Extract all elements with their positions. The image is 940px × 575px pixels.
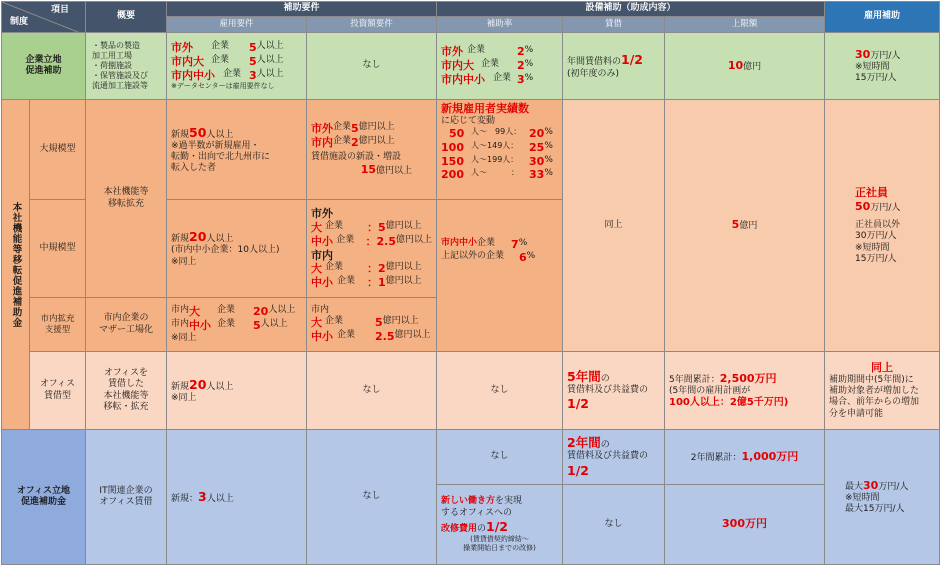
- header-koumoku: 項目: [50, 5, 69, 15]
- label-medium: 中規模型: [30, 200, 86, 298]
- header-chinshaku: 賃借: [563, 17, 665, 33]
- jougen-honsha: 5億円: [665, 100, 825, 352]
- header-seido: 制度: [10, 16, 29, 27]
- koyou-large: 新規50人以上 ※過半数が新規雇用・ 転勤・出向で北九州市に 転入した者: [167, 100, 307, 200]
- header-hojo-youken: 補助要件: [167, 2, 437, 17]
- ritsu-line: 市外 企業 2 %: [441, 45, 534, 59]
- koyou-kigyou-ritchi: [167, 33, 307, 100]
- label-shinai: 市内拡充 支援型: [30, 298, 86, 352]
- koyou-line: 市外 企業 5 人以上: [171, 41, 284, 54]
- koyou-hojo-kigyou-ritchi: 30万円/人 ※短時間 15万円/人: [825, 33, 940, 100]
- koyou-line: 市内中小 企業 3 人以上: [171, 68, 284, 82]
- header-corner: [2, 2, 86, 33]
- koyou-shinai: 市内 大 企業 20 人以上 市内 中小 企業 5 人以上 ※同上: [167, 298, 307, 352]
- chinshaku-honsha: 同上: [563, 100, 665, 352]
- header-setsubi-hojo: 設備補助（助成内容）: [437, 2, 825, 17]
- header-gaiyou: 概要: [86, 2, 167, 33]
- chinshaku-office-chinshaku: 5年間の 賃借料及び共益費の 1/2: [563, 352, 665, 430]
- label-office-chinshaku: オフィス 賃借型: [30, 352, 86, 430]
- koyou-note: ※データセンターは雇用要件なし: [171, 82, 275, 91]
- row-large: [2, 100, 940, 200]
- header-jougengaku: 上限額: [665, 17, 825, 33]
- koyou-hojo-office-chinshaku: 同上 補助期間中(5年間)に 補助対象者が増加した 場合、前年からの増加 分を申請可能: [825, 352, 940, 430]
- row-office-ritchi-1: [2, 430, 940, 485]
- koyou-hojo-office-ritchi: 最大30万円/人 ※短時間 最大15万円/人: [825, 430, 940, 565]
- koyou-hojo-honsha: 正社員 50万円/人 正社員以外 30万円/人 ※短時間 15万円/人: [825, 100, 940, 352]
- jougen-office-ritchi-1: 2年間累計：1,000万円: [665, 430, 825, 485]
- ritsu-kigyou-ritchi: [437, 33, 563, 100]
- seido-kigyou-ritchi: 企業立地 促進補助: [2, 33, 86, 100]
- ritsu-line: 市内大 企業 2 %: [441, 59, 534, 73]
- chinshaku-office-ritchi-2: なし: [563, 485, 665, 565]
- label-large: 大規模型: [30, 100, 86, 200]
- toushi-large: 市外 企業 5 億円以上 市内 企業 2 億円以上 賃借施設の新設・増設 15億円以上: [307, 100, 437, 200]
- toushi-medium: 市外 大 企業 ：5 億円以上 中小 企業 ：2.5 億円以上 市内 大 企業 ：2 億円以上 中小 企業 ：1 億円以上: [307, 200, 437, 298]
- gaiyou-honsha: 本社機能等 移転拡充: [86, 100, 167, 298]
- honsha-group-label: 本社機能等移転促進補助金: [2, 100, 30, 430]
- koyou-office-chinshaku: 新規20人以上 ※同上: [167, 352, 307, 430]
- ritsu-medium: 市内中小 企業 7 % 上記以外の企業 6 %: [437, 200, 563, 352]
- toushi-kigyou-ritchi: なし: [307, 33, 437, 100]
- row-kigyou-ritchi: [2, 33, 940, 100]
- ritsu-large: 新規雇用者実績数 に応じて変動 50 人～ 99人： 20 % 100 人～149人： 25 % 150 人～199人： 30 % 200 人～ ： 33 %: [437, 100, 563, 200]
- koyou-line: 市内大 企業 5 人以上: [171, 54, 284, 68]
- gaiyou-kigyou-ritchi: [86, 33, 167, 100]
- gaiyou-office-ritchi: IT関連企業の オフィス賃借: [86, 430, 167, 565]
- header-toushigaku-youken: 投資額要件: [307, 17, 437, 33]
- header-koyou-youken: 雇用要件: [167, 17, 307, 33]
- gaiyou-office-chinshaku: オフィスを 賃借した 本社機能等 移転・拡充: [86, 352, 167, 430]
- gaiyou-item: ・保管施設及び 流通加工施設等: [92, 71, 148, 90]
- chinshaku-kigyou-ritchi: 年間賃借料の1/2 (初年度のみ): [563, 33, 665, 100]
- ritsu-office-ritchi-1: なし: [437, 430, 563, 485]
- jougen-office-chinshaku: 5年間累計：2,500万円 (5年間の雇用計画が 100人以上：2億5千万円): [665, 352, 825, 430]
- ritsu-line: 市内中小 企業 3 %: [441, 72, 534, 86]
- toushi-office-chinshaku: なし: [307, 352, 437, 430]
- gaiyou-shinai: 市内企業の マザー工場化: [86, 298, 167, 352]
- ritsu-office-ritchi-2: 新しい働き方を実現 するオフィスへの 改修費用の1/2 (賃貸借契約締結～ 操業開始日までの改修): [437, 485, 563, 565]
- koyou-office-ritchi: 新規：3人以上: [167, 430, 307, 565]
- row-office-chinshaku: [2, 352, 940, 430]
- toushi-office-ritchi: なし: [307, 430, 437, 565]
- jougen-kigyou-ritchi: 10億円: [665, 33, 825, 100]
- header-koyou-hojo: 雇用補助: [825, 2, 940, 33]
- subsidy-comparison-table: [1, 1, 940, 565]
- header-hojo-ritsu: 補助率: [437, 17, 563, 33]
- toushi-shinai: 市内 大 企業 5 億円以上 中小 企業 2.5 億円以上: [307, 298, 437, 352]
- ritsu-office-chinshaku: なし: [437, 352, 563, 430]
- koyou-medium: 新規20人以上 (市内中小企業：10人以上) ※同上: [167, 200, 307, 298]
- seido-office-ritchi: オフィス立地 促進補助金: [2, 430, 86, 565]
- chinshaku-office-ritchi-1: 2年間の 賃借料及び共益費の 1/2: [563, 430, 665, 485]
- gaiyou-item: ・製品の製造 加工用工場: [92, 41, 140, 60]
- gaiyou-item: ・荷捌施設: [92, 61, 132, 70]
- jougen-office-ritchi-2: 300万円: [665, 485, 825, 565]
